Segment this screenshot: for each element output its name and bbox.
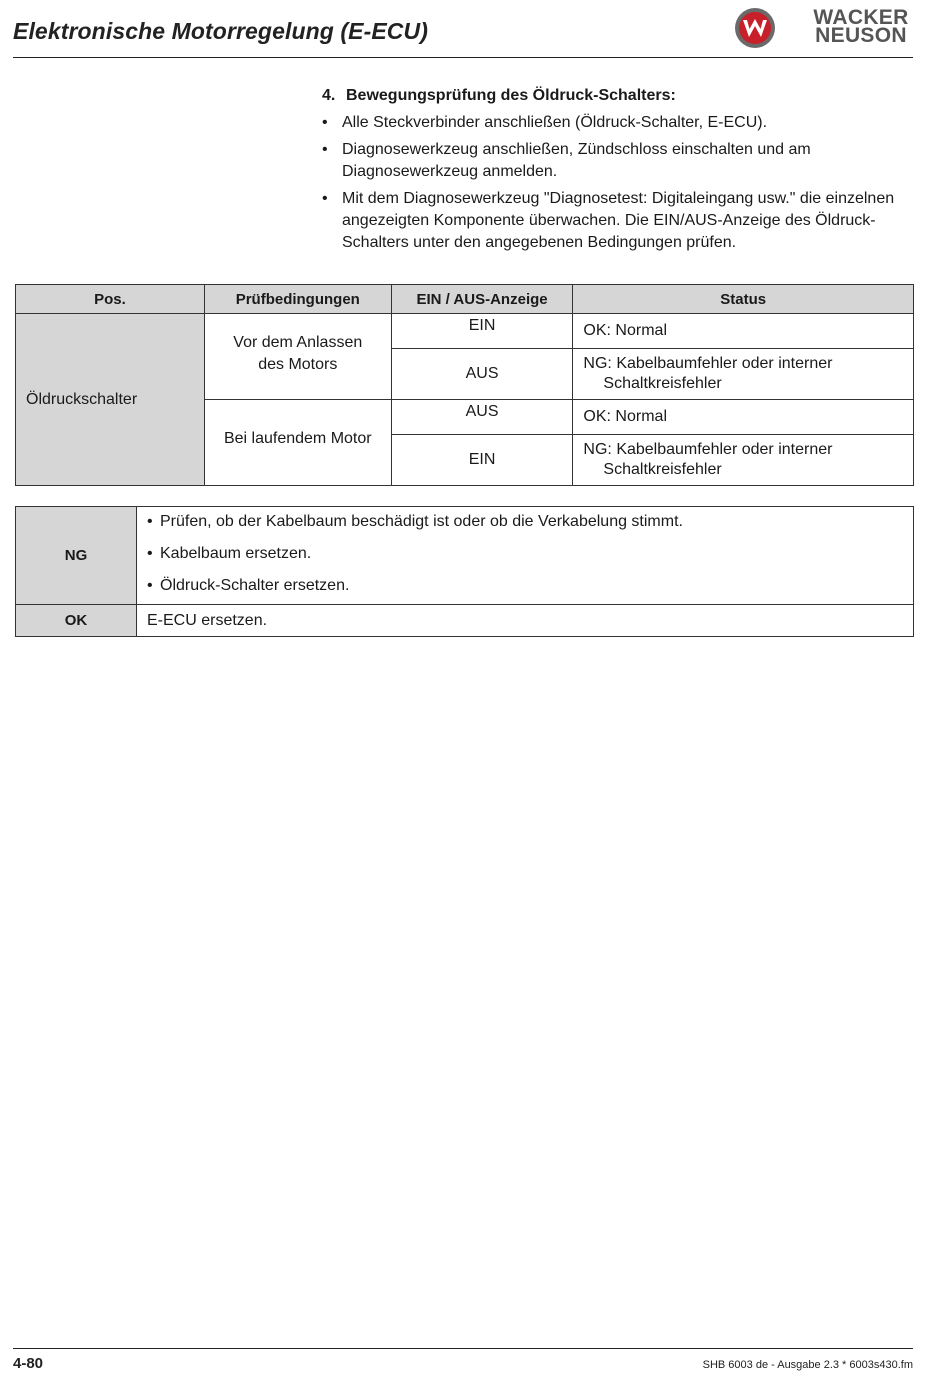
step-bullet-text: Alle Steckverbinder anschließen (Öldruck-Schalter, E-ECU).	[342, 114, 768, 131]
status-cell	[573, 314, 914, 349]
ng-actions	[137, 507, 914, 605]
header-indicator: EIN / AUS-Anzeige	[391, 285, 573, 314]
ng-label: NG	[16, 507, 137, 605]
brand-wordmark	[807, 6, 915, 47]
footer-reference: SHB 6003 de - Ausgabe 2.3 * 6003s430.fm	[702, 1359, 913, 1371]
list-item: • Kabelbaum ersetzen.	[147, 545, 312, 562]
status-cell	[573, 435, 914, 486]
condition-cell: Vor dem Anlassen des Motors	[204, 314, 391, 400]
check-table-header-row	[16, 285, 914, 314]
action-text: Öldruck-Schalter ersetzen.	[160, 577, 350, 594]
list-item: • Öldruck-Schalter ersetzen.	[147, 577, 350, 594]
step-bullet-text: Diagnosewerkzeug anschließen, Zündschloss einschalten und am Diagnosewerkzeug anmelden.	[342, 141, 811, 180]
table-row	[16, 314, 914, 349]
header-status: Status	[573, 285, 914, 314]
status-text: OK: Normal	[583, 408, 667, 425]
header-rule	[13, 57, 913, 58]
page-number: 4-80	[13, 1355, 44, 1372]
page-title: Elektronische Motorregelung (E-ECU)	[13, 18, 428, 44]
step-heading	[322, 85, 914, 107]
status-text-continued: Schaltkreisfehler	[603, 375, 722, 392]
result-table	[15, 506, 914, 637]
step-number: 4.	[322, 87, 336, 104]
header-conditions: Prüfbedingungen	[204, 285, 391, 314]
indicator-cell: EIN	[391, 314, 573, 349]
step-heading-text: Bewegungsprüfung des Öldruck-Schalters:	[346, 87, 676, 104]
status-cell	[573, 400, 914, 435]
status-cell	[573, 349, 914, 400]
ok-action: E-ECU ersetzen.	[137, 605, 914, 637]
position-cell: Öldruckschalter	[16, 314, 205, 486]
procedure-step	[322, 85, 914, 259]
action-text: Prüfen, ob der Kabelbaum beschädigt ist oder ob die Verkabelung stimmt.	[160, 513, 683, 530]
ok-label: OK	[16, 605, 137, 637]
check-table	[15, 284, 914, 486]
status-text-continued: Schaltkreisfehler	[603, 461, 722, 478]
footer-rule	[13, 1348, 913, 1349]
step-bullet: • Alle Steckverbinder anschließen (Öldruck-Schalter, E-ECU).	[322, 114, 768, 131]
status-text: NG: Kabelbaumfehler oder interner	[583, 355, 833, 372]
brand-line-2: NEUSON	[815, 24, 907, 47]
list-item: • Prüfen, ob der Kabelbaum beschädigt ist oder ob die Verkabelung stimmt.	[147, 513, 683, 530]
condition-cell: Bei laufendem Motor	[204, 400, 391, 486]
wacker-neuson-logo-icon	[733, 6, 777, 50]
header-pos: Pos.	[16, 285, 205, 314]
indicator-cell: AUS	[391, 349, 573, 400]
status-text: OK: Normal	[583, 322, 667, 339]
brand-line-1: WACKER	[813, 6, 909, 29]
table-row	[16, 605, 914, 637]
indicator-cell: EIN	[391, 435, 573, 486]
step-bullet-text: Mit dem Diagnosewerkzeug "Diagnosetest: Digitaleingang usw." die einzelnen angezeigten Komponente überwachen. Die EIN/AUS-Anzeige des Öldruck-Schalters unter den angegebenen Bedingungen prüfen.	[342, 190, 895, 251]
step-bullet: • Mit dem Diagnosewerkzeug "Diagnosetest: Digitaleingang usw." die einzelnen angezeigten Komponente überwachen. Die EIN/AUS-Anzeige des Öldruck-Schalters unter den angegebenen Bedingungen prüfen.	[322, 190, 895, 251]
indicator-cell: AUS	[391, 400, 573, 435]
table-row	[16, 507, 914, 605]
action-text: Kabelbaum ersetzen.	[160, 545, 312, 562]
status-text: NG: Kabelbaumfehler oder interner	[583, 441, 833, 458]
step-bullet: • Diagnosewerkzeug anschließen, Zündschloss einschalten und am Diagnosewerkzeug anmelden.	[322, 141, 811, 180]
